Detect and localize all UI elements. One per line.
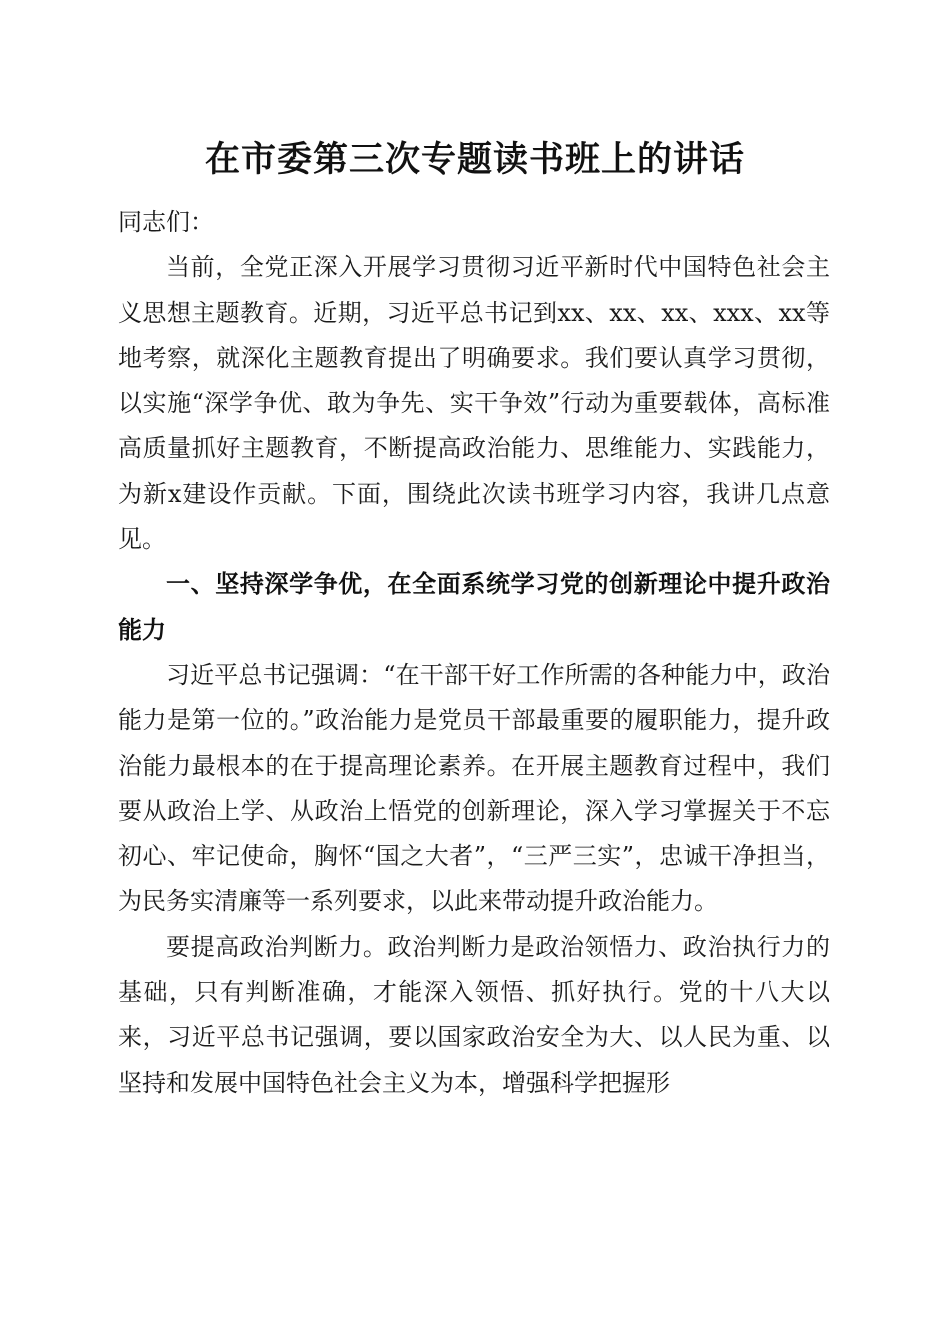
document-body: [118, 200, 830, 1106]
section-heading-1: 一、坚持深学争优，在全面系统学习党的创新理论中提升政治能力: [118, 570, 830, 644]
document-title: 在市委第三次专题读书班上的讲话: [204, 139, 745, 180]
salutation: 同志们：: [118, 208, 214, 236]
paragraph-intro: 当前，全党正深入开展学习贯彻习近平新时代中国特色社会主义思想主题教育。近期，习近平总书记到xx、xx、xx、xxx、xx等地考察，就深化主题教育提出了明确要求。我们要认真学习贯彻，以实施“深学争优、敢为争先、实干争效”行动为重要载体，高标准高质量抓好主题教育，不断提高政治能力、思维能力、实践能力，为新x建设作贡献。下面，围绕此次读书班学习内容，我讲几点意见。: [118, 253, 830, 554]
paragraph-political-capacity: 习近平总书记强调：“在干部干好工作所需的各种能力中，政治能力是第一位的。”政治能力是党员干部最重要的履职能力，提升政治能力最根本的在于提高理论素养。在开展主题教育过程中，我们要从政治上学、从政治上悟党的创新理论，深入学习掌握关于不忘初心、牢记使命，胸怀“国之大者”，“三严三实”，忠诚干净担当，为民务实清廉等一系列要求，以此来带动提升政治能力。: [118, 660, 830, 916]
paragraph-political-judgment: 要提高政治判断力。政治判断力是政治领悟力、政治执行力的基础，只有判断准确，才能深入领悟、抓好执行。党的十八大以来，习近平总书记强调，要以国家政治安全为大、以人民为重、以坚持和发展中国特色社会主义为本，增强科学把握形: [118, 932, 830, 1097]
